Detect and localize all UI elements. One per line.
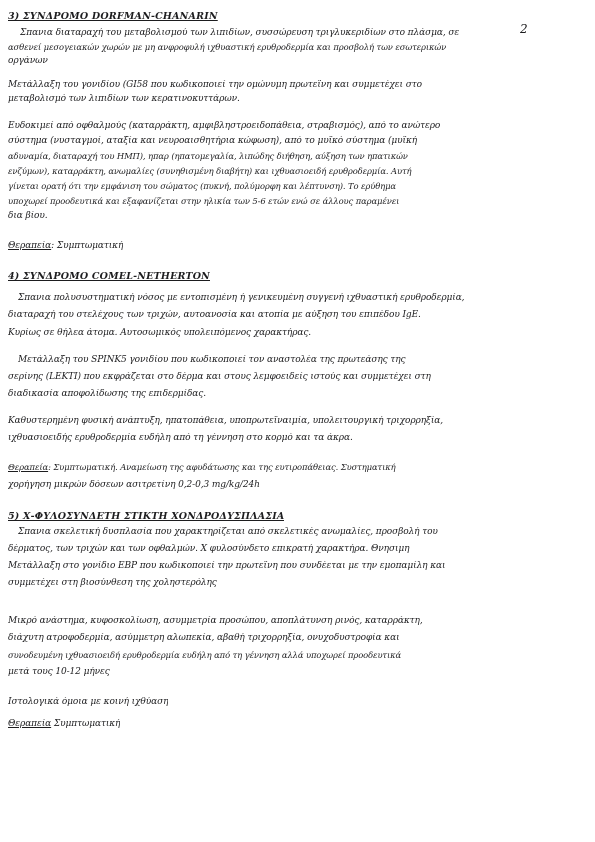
section-3-p3-l5: γίνεται ορατή ότι την εμφάνιση του σώματος (πυκνή, πολύμορφη και λέπτυνση). Το ερύθημα xyxy=(8,181,396,191)
section-5-p1-l3: Μετάλλαξη στο γονίδιο EBP που κωδικοποιεί την πρωτεΐνη που συνδέεται με την εμοπαμίλη και xyxy=(8,561,446,571)
section-3-p2-l1: Μετάλλαξη του γονιδίου (GI58 που κωδικοποιεί την ομώνυμη πρωτεΐνη και συμμετέχει στο xyxy=(8,80,422,90)
section-5-therapy xyxy=(8,719,120,730)
section-5-p2-l3: συνοδευμένη ιχθυασιοειδή ερυθροδερμία ευδήλη από τη γέννηση αλλά υποχωρεί προοδευτικά xyxy=(8,650,402,660)
section-3-therapy-text: : Συμπτωματική xyxy=(51,241,124,251)
section-5-p3-l1: Ιστολογικά όμοια με κοινή ιχθύαση xyxy=(8,697,169,707)
section-4-p1-l1: Σπανια πολυσυστηματική νόσος με εντοπισμένη ή γενικευμένη συγγενή ιχθυαστική ερυθροδερμία, xyxy=(18,293,465,303)
section-3-p3-l7: δια βίου. xyxy=(8,211,48,221)
section-5-p1-l1: Σπανια σκελετική δυσπλασία που χαρακτηρίζεται από σκελετικές ανωμαλίες, προσβολή του xyxy=(18,527,438,537)
section-4-title: 4) ΣΥΝΔΡΟΜΟ COMEL-NETHERTON xyxy=(8,271,211,282)
section-4-therapy-text: : Συμπτωματική. Αναμείωση της αφυδάτωσης και της ευτιροπάθειας. Συστηματική xyxy=(48,462,396,472)
section-3-title: 3) ΣΥΝΔΡΟΜΟ DORFMAN-CHANARIN xyxy=(8,11,218,22)
section-4-p1-l3: Κυρίως σε θήλεα άτομα. Αυτοσωμικός υπολειπόμενος χαρακτήρας. xyxy=(8,328,312,338)
section-5-p1-l2: δέρματος, των τριχών και των οφθαλμών. Χ φυλοσύνδετο επικρατή χαρακτήρα. Θνησιμη xyxy=(8,544,410,554)
section-4-therapy-continuation: χορήγηση μικρών δόσεων ασιτρετίνη 0,2-0,3 mg/kg/24h xyxy=(8,480,260,490)
section-4-therapy xyxy=(8,462,588,473)
section-4-therapy-label: Θεραπεία xyxy=(8,462,49,472)
section-3-p3-l1: Ευδοκιμεί από οφθαλμούς (καταρράκτη, αμφιβληστροειδοπάθεια, στραβισμός), από το ανώτερο xyxy=(8,121,441,131)
section-3-p3-l3: αδυναμία, διαταραχή του ΗΜΠ), ηπαρ (ηπατομεγαλία, λιπώδης διήθηση, αύξηση των ηπατικών xyxy=(8,151,408,161)
section-5-p2-l2: διάχυτη ατροφοδερμία, ασύμμετρη αλωπεκία, αβαθή τριχορρηξία, ονυχοδυστροφία και xyxy=(8,633,400,643)
section-5-p2-l4: μετά τους 10-12 μήνες xyxy=(8,667,110,677)
section-5-title: 5) Χ-ΦΥΛΟΣΥΝΔΕΤΗ ΣΤΙΚΤΗ ΧΟΝΔΡΟΔΥΣΠΛΑΣΙΑ xyxy=(8,511,285,522)
section-3-therapy xyxy=(8,241,123,252)
section-5-p1-l4: συμμετέχει στη βιοσύνθεση της χοληστερόλης xyxy=(8,578,217,588)
section-5-therapy-text: Συμπτωματική xyxy=(51,719,121,729)
page-number-mark: 2 xyxy=(520,24,528,35)
section-3-p3-l2: σύστημα (νυσταγμοί, αταξία και νευροαισθητήρια κώφωση), από το μυϊκό σύστημα (μυϊκή xyxy=(8,136,418,146)
section-3-p1-l1: Σπανια διαταραχή του μεταβολισμού των λιπιδίων, συσσώρευση τριγλυκεριδίων στο πλάσμα, σε xyxy=(20,28,460,38)
section-4-p2-l2: σερίνης (LEKTI) που εκφράζεται στο δέρμα και στους λεμφοειδείς ιστούς και συμμετέχει στη xyxy=(8,372,431,382)
section-3-therapy-label: Θεραπεία xyxy=(8,241,52,251)
section-3-p1-l2: ασθενεί μεσογειακών χωρών με μη ανφροφυλή ιχθυαστική ερυθροδερμία και προσβολή των εσωτερικών xyxy=(8,42,447,52)
section-4-p2-l3: διαδικασία αποφολίδωσης της επιδερμίδας. xyxy=(8,389,206,399)
section-3-p1-l3: οργάνων xyxy=(8,56,48,66)
section-3-p2-l2: μεταβολισμό των λιπιδίων των κερατινοκυττάρων. xyxy=(8,94,240,104)
section-5-therapy-label: Θεραπεία xyxy=(8,719,52,729)
section-4-p3-l1: Καθυστερημένη φυσική ανάπτυξη, ηπατοπάθεια, υποπρωτεϊναιμία, υπολειτουργική τριχορρηξία, xyxy=(8,416,444,426)
section-5-p2-l1: Μικρό ανάστημα, κυφοσκολίωση, ασυμμετρία προσώπου, αποπλάτυνση ρινός, καταρράκτη, xyxy=(8,616,423,626)
section-4-p2-l1: Μετάλλαξη του SPINK5 γονιδίου που κωδικοποιεί τον αναστολέα της πρωτεάσης της xyxy=(18,355,406,365)
section-3-p3-l6: υποχωρεί προοδευτικά και εξαφανίζεται στην ηλικία των 5-6 ετών ενώ σε άλλους παραμένει xyxy=(8,196,400,206)
section-4-p1-l2: διαταραχή του στελέχους των τριχών, αυτοανοσία και ατοπία με αύξηση του επιπέδου IgE. xyxy=(8,310,421,320)
section-3-p3-l4: ενζύμων), καταρράκτη, ανωμαλίες (συνηθισμένη διαβήτη) και ιχθυασιοειδή ερυθροδερμία. Αυτή xyxy=(8,166,412,176)
section-4-p3-l2: ιχθυασιοειδής ερυθροδερμία ευδήλη από τη γέννηση στο κορμό και τα άκρα. xyxy=(8,433,353,443)
